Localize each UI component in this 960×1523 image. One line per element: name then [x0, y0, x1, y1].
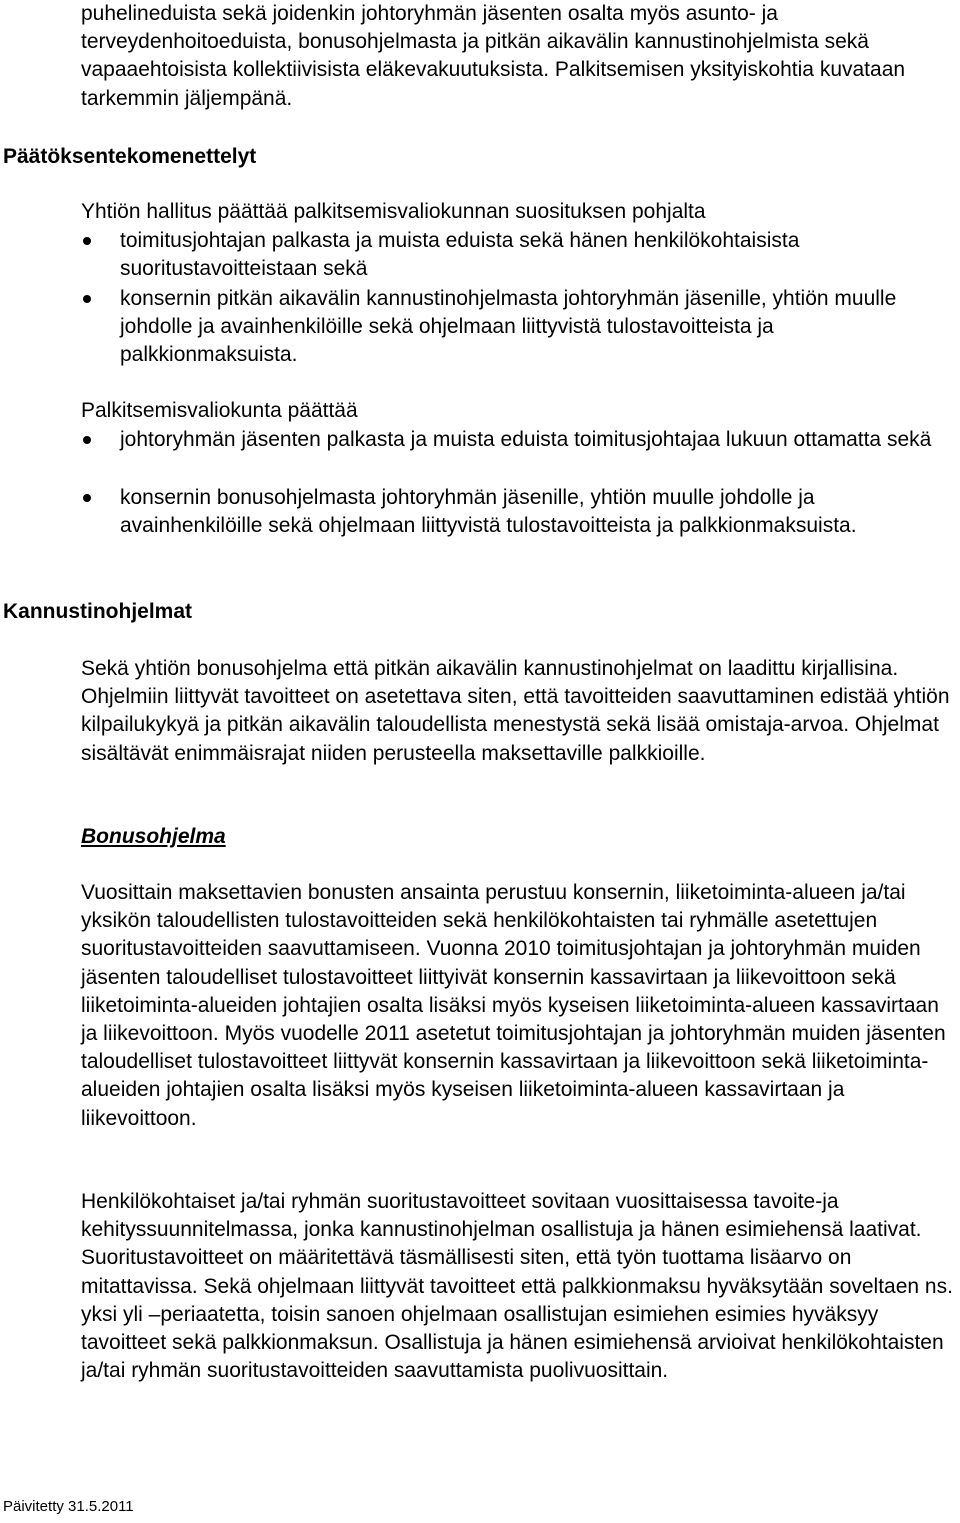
list-item	[81, 227, 956, 283]
bonus-paragraph-2: Henkilökohtaiset ja/tai ryhmän suoritustavoitteet sovitaan vuosittaisessa tavoite-ja kehityssuunnitelmassa, jonka kannustinohjelman osallistuja ja hänen esimiehensä laativat. Suoritustavoitteet on määritettävä täsmällisesti siten, että työn tuottama lisäarvo on mitattavissa. Sekä ohjelmaan liittyvät tavoitteet että palkkionmaksu hyväksytään soveltaen ns. yksi yli –periaatetta, toisin sanoen ohjelmaan osallistujan esimiehen esimies hyväksyy tavoitteet sekä palkkionmaksun. Osallistuja ja hänen esimiehensä arvioivat henkilökohtaisten ja/tai ryhmän suoritustavoitteiden saavuttamista puolivuosittain.	[81, 1190, 953, 1383]
bullet-icon	[83, 295, 91, 303]
incentive-paragraph: Sekä yhtiön bonusohjelma että pitkän aikavälin kannustinohjelmat on laadittu kirjallisina. Ohjelmiin liittyvät tavoitteet on asetettava siten, että tavoitteiden saavuttaminen edistää yhtiön kilpailukykyä ja pitkän aikavälin taloudellista menestystä sekä lisää omistaja-arvoa. Ohjelmat sisältävät enimmäisrajat niiden perusteella maksettaville palkkioille.	[81, 657, 950, 765]
subsection-heading-bonus: Bonusohjelma	[81, 825, 226, 848]
list-item	[81, 484, 956, 540]
bonus-paragraph-1: Vuosittain maksettavien bonusten ansainta perustuu konsernin, liiketoiminta-alueen ja/tai yksikön taloudellisten tulostavoitteiden sekä henkilökohtaisten tai ryhmälle asetettujen suoritustavoitteiden saavuttamiseen. Vuonna 2010 toimitusjohtajan ja johtoryhmän muiden jäsenten taloudelliset tulostavoitteet liittyivät konsernin kassavirtaan ja liikevoittoon sekä liiketoiminta-alueiden johtajien osalta lisäksi myös kyseisen liiketoiminta-alueen kassavirtaan ja liikevoittoon. Myös vuodelle 2011 asetetut toimitusjohtajan ja johtoryhmän muiden jäsenten taloudelliset tulostavoitteet liittyvät konsernin kassavirtaan ja liikevoittoon sekä liiketoiminta-alueiden johtajien osalta lisäksi myös kyseisen liiketoiminta-alueen kassavirtaan ja liikevoittoon.	[81, 881, 946, 1130]
list-item-text: toimitusjohtajan palkasta ja muista eduista sekä hänen henkilökohtaisista suoritustavoitteistaan sekä	[120, 229, 800, 281]
section-heading-decision-procedures: Päätöksentekomenettelyt	[3, 145, 257, 168]
list-item-text: konsernin bonusohjelmasta johtoryhmän jäsenille, yhtiön muulle johdolle ja avainhenkilöille sekä ohjelmaan liittyvistä tulostavoitteista ja palkkionmaksuista.	[120, 486, 857, 538]
section-heading-incentive-programs: Kannustinohjelmat	[3, 600, 193, 623]
committee-intro: Palkitsemisvaliokunta päättää	[81, 399, 358, 422]
bullet-icon	[83, 237, 91, 245]
list-item-text: johtoryhmän jäsenten palkasta ja muista eduista toimitusjohtajaa lukuun ottamatta sekä	[120, 428, 932, 451]
list-item	[81, 426, 956, 454]
intro-paragraph: puhelineduista sekä joidenkin johtoryhmän jäsenten osalta myös asunto- ja terveydenhoitoeduista, bonusohjelmasta ja pitkän aikavälin kannustinohjelmista sekä vapaaehtoisista kollektiivisista eläkevakuutuksista. Palkitsemisen yksityiskohtia kuvataan tarkemmin jäljempänä.	[81, 2, 906, 110]
board-intro: Yhtiön hallitus päättää palkitsemisvaliokunnan suosituksen pohjalta	[81, 200, 706, 223]
bullet-icon	[83, 494, 91, 502]
list-item-text: konsernin pitkän aikavälin kannustinohjelmasta johtoryhmän jäsenille, yhtiön muulle johdolle ja avainhenkilöille sekä ohjelmaan liittyvistä tulostavoitteista ja palkkionmaksuista.	[120, 287, 897, 367]
bullet-icon	[83, 436, 91, 444]
list-item	[81, 285, 956, 370]
updated-date-footer: Päivitetty 31.5.2011	[3, 1498, 134, 1515]
